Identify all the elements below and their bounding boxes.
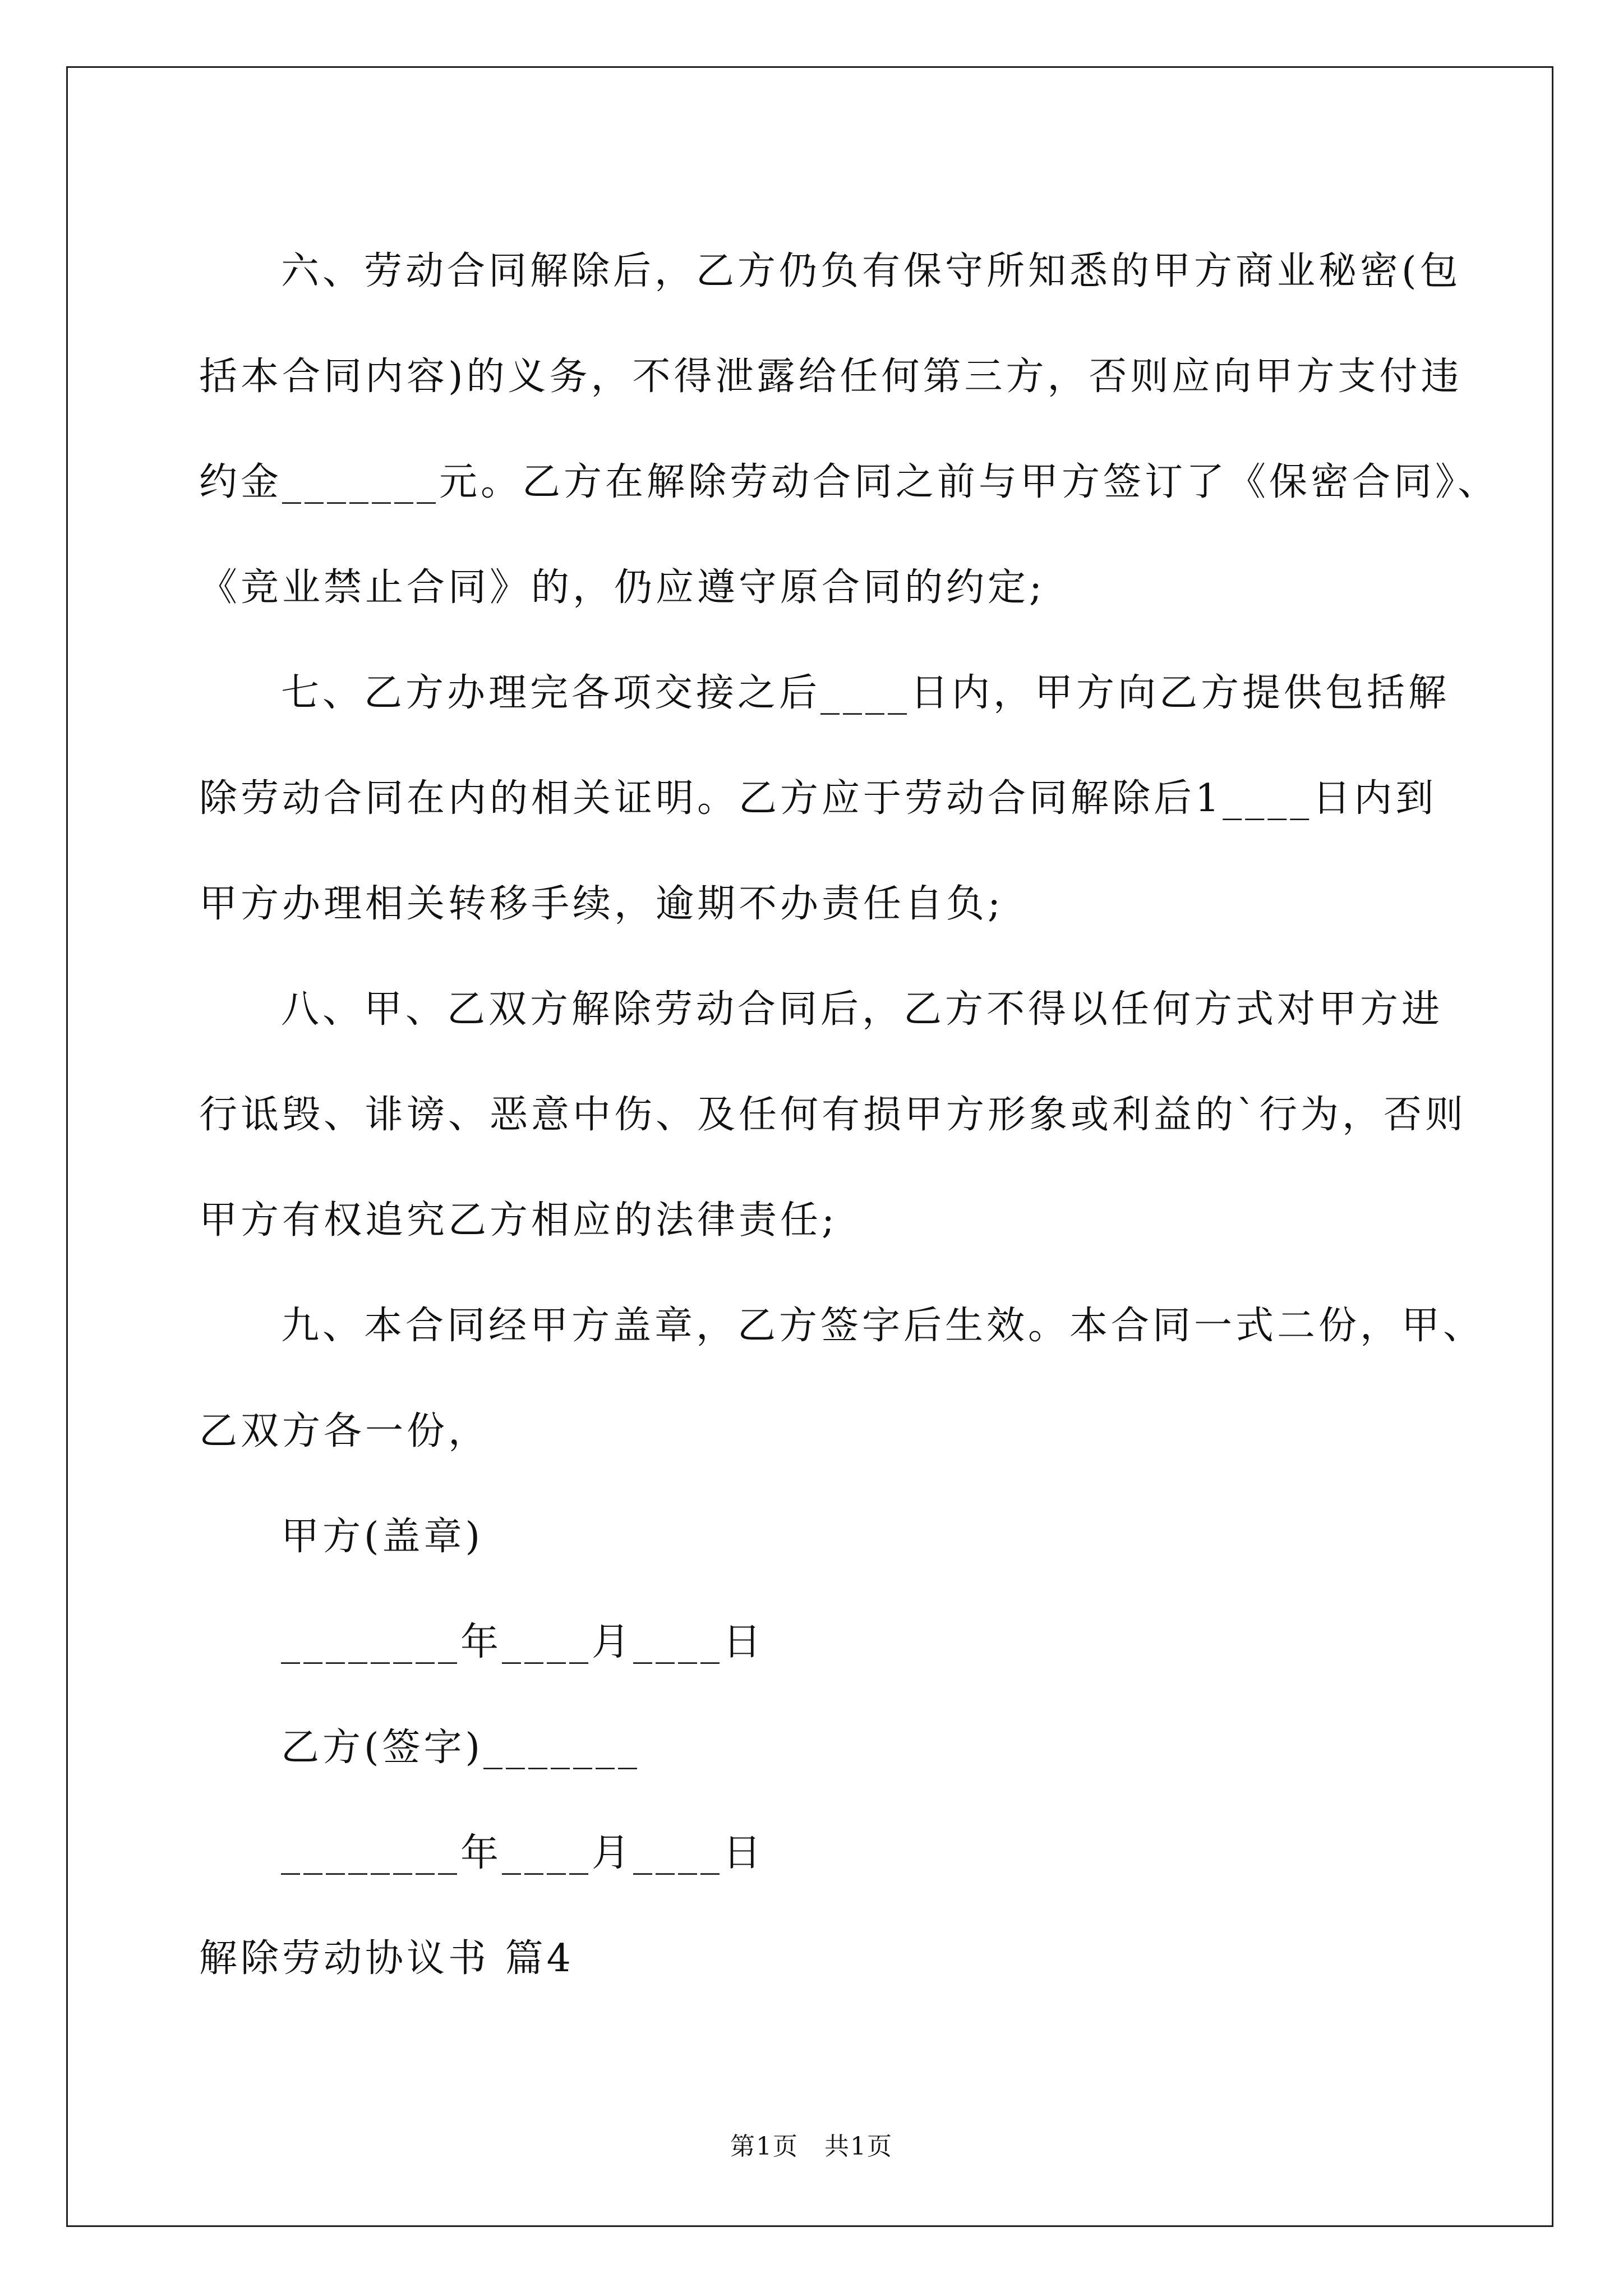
party-b-date-line: ________年____月____日 bbox=[281, 1831, 765, 1875]
body-line: 六、劳动合同解除后，乙方仍负有保守所知悉的甲方商业秘密(包 bbox=[281, 249, 1461, 293]
body-line: 乙双方各一份， bbox=[199, 1409, 490, 1453]
body-line: 甲方有权追究乙方相应的法律责任; bbox=[199, 1198, 838, 1243]
body-line: 甲方办理相关转移手续，逾期不办责任自负; bbox=[199, 882, 1004, 926]
section-heading: 解除劳动协议书 篇4 bbox=[199, 1936, 574, 1981]
party-a-date-line: ________年____月____日 bbox=[281, 1620, 765, 1664]
body-line: 《竞业禁止合同》的，仍应遵守原合同的约定; bbox=[199, 565, 1045, 610]
party-b-sign-line: 乙方(签字)_______ bbox=[281, 1726, 641, 1770]
body-line: 行诋毁、诽谤、恶意中伤、及任何有损甲方形象或利益的`行为，否则 bbox=[199, 1093, 1467, 1137]
body-line: 七、乙方办理完各项交接之后____日内，甲方向乙方提供包括解 bbox=[281, 671, 1450, 715]
party-a-seal-line: 甲方(盖章) bbox=[281, 1515, 484, 1559]
body-line: 八、甲、乙双方解除劳动合同后，乙方不得以任何方式对甲方进 bbox=[281, 987, 1444, 1032]
document-body bbox=[199, 219, 1500, 2012]
page-footer: 第1页 共1页 bbox=[730, 2132, 893, 2161]
body-line: 除劳动合同在内的相关证明。乙方应于劳动合同解除后1____日内到 bbox=[199, 776, 1437, 821]
body-line: 九、本合同经甲方盖章，乙方签字后生效。本合同一式二份，甲、 bbox=[281, 1304, 1485, 1348]
body-line: 括本合同内容)的义务，不得泄露给任何第三方，否则应向甲方支付违 bbox=[199, 355, 1463, 399]
body-line: 约金_______元。乙方在解除劳动合同之前与甲方签订了《保密合同》、 bbox=[199, 460, 1500, 504]
